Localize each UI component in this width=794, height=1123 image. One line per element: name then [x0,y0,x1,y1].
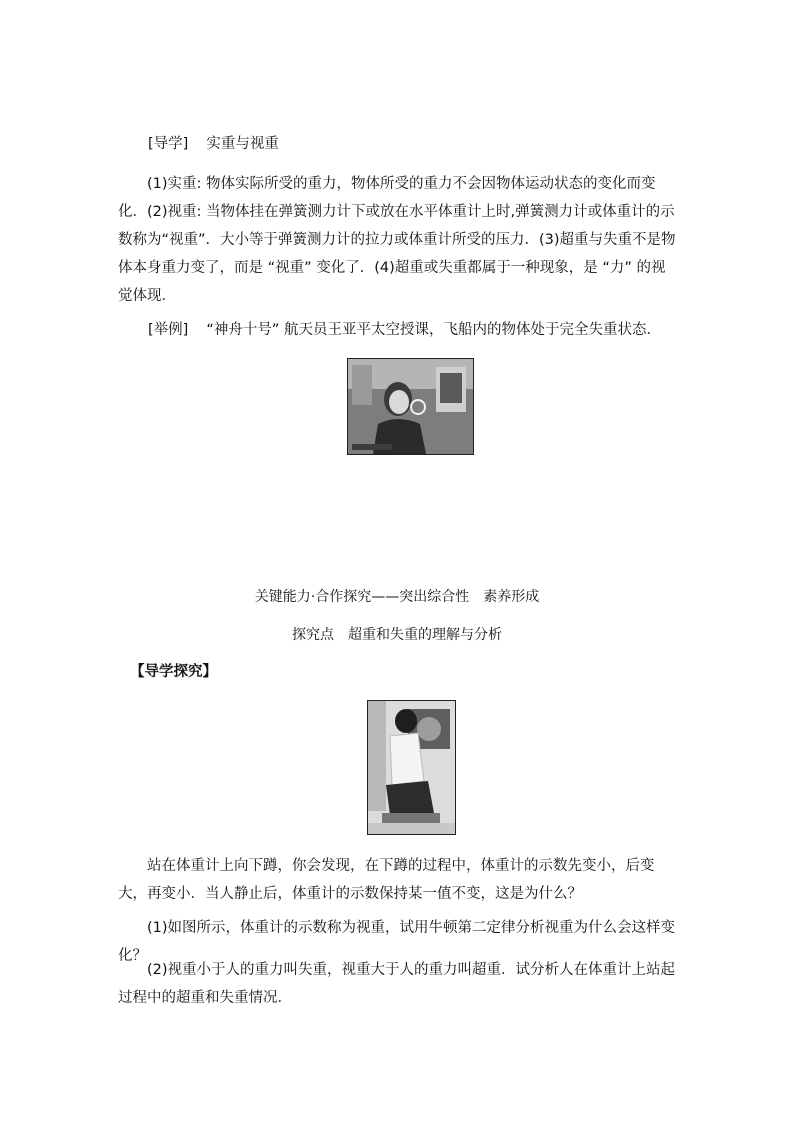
section-heading [148,134,279,154]
inquiry-label: 【导学探究】 [130,664,217,680]
squatting-person-photo [367,700,456,835]
astronaut-photo [347,358,474,455]
chapter-title: 关键能力·合作探究——突出综合性 素养形成 [254,589,540,605]
question-paragraph: 站在体重计上向下蹲，你会发现，在下蹲的过程中，体重计的示数先变小，后变大，再变小．当人静止后，体重计的示数保持某一值不变，这是为什么？ [118,858,655,902]
astronaut-photo-image [348,359,473,454]
example-text: “神舟十号” 航天员王亚平太空授课，飞船内的物体处于完全失重状态． [206,322,661,338]
topic-subtitle: 探究点 超重和失重的理解与分析 [292,627,502,643]
question-item-2: (2)视重小于人的重力叫失重，视重大于人的重力叫超重．试分析人在体重计上站起过程中的超重和失重情况． [118,962,676,1006]
heading-tag: [导学] [148,136,189,152]
example-line [148,320,661,340]
heading-title: 实重与视重 [206,136,279,152]
question-item-1: (1)如图所示，体重计的示数称为视重，试用牛顿第二定律分析视重为什么会这样变化？ [118,920,676,964]
squatting-person-image [368,701,455,834]
definition-paragraph: (1)实重: 物体实际所受的重力，物体所受的重力不会因物体运动状态的变化而变化．(2)视重: 当物体挂在弹簧测力计下或放在水平体重计上时,弹簧测力计或体重计的示数称为“视重”．大小等于弹簧测力计的拉力或体重计所受的压力．(3)超重与失重不是物体本身重力变了，而是 “视重” 变化了．(4)超重或失重都属于一种现象，是 “力” 的视觉体现． [118,176,676,304]
example-tag: [举例] [148,322,189,338]
